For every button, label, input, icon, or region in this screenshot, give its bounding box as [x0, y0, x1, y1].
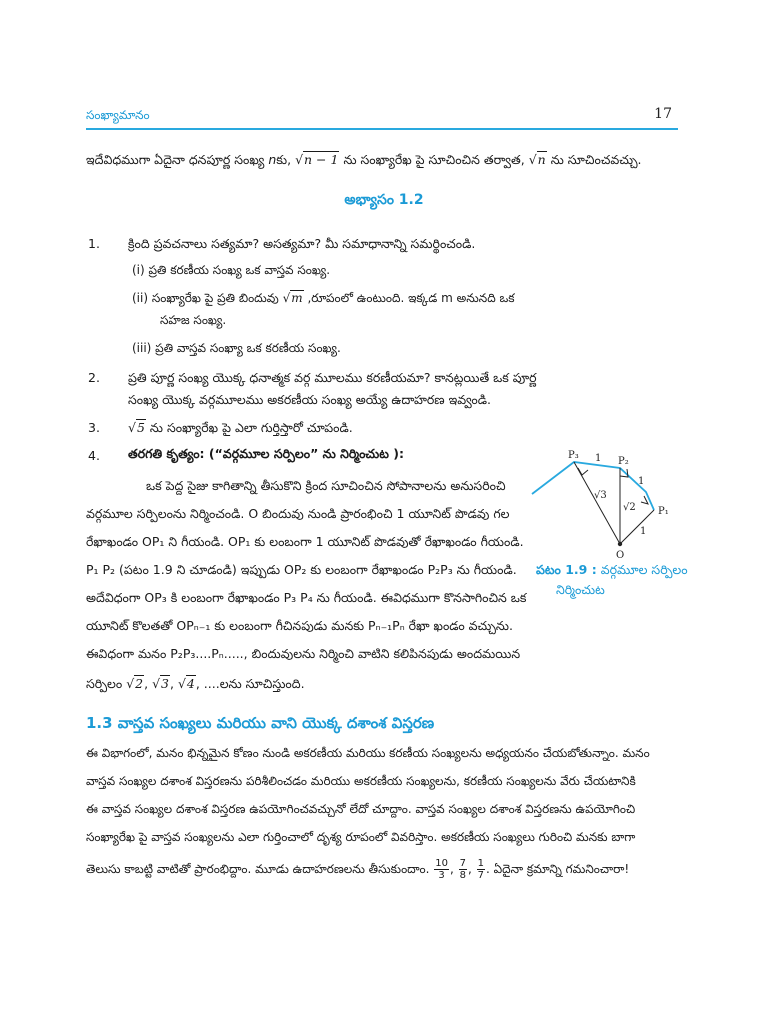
- section-line-5-text-a: తెలుసు కాబట్టి వాటితో ప్రారంభిద్దాం. మూడు ఉదాహరణలను తీసుకుందాం.: [86, 862, 434, 876]
- header-rule: [86, 128, 678, 130]
- figure-caption: [536, 560, 688, 600]
- q2-line-2: సంఖ్య యొక్క వర్గమూలము అకరణీయ సంఖ్య అయ్యే ఉదాహరణ ఇవ్వండి.: [128, 392, 491, 407]
- label-one-p2p1: 1: [638, 476, 645, 487]
- q1-ii-continued: సహజ సంఖ్య.: [160, 313, 227, 327]
- intro-text-2: కు,: [276, 152, 296, 167]
- fraction-1-7: [477, 858, 485, 881]
- intro-text-1: ఇదేవిధముగా ఏదైనా ధనపూర్ణ సంఖ్య: [86, 152, 269, 167]
- activity-line-4: P₁ P₂ (పటం 1.9 ని చూడండి) ఇప్పుడు OP₂ కు లంబంగా రేఖాఖండం P₂P₃ ను గీయండి.: [86, 562, 517, 577]
- section-line-3: ఈ వాస్తవ సంఖ్యల దశాంశ విస్తరణ ఉపయోగించవచ్చునో లేదో చూద్దాం. వాస్తవ సంఖ్యల దశాంశ విస్తరణను ఉపయోగించి: [86, 802, 636, 816]
- fraction-10-3: [434, 858, 449, 881]
- intro-text-3: ను సంఖ్యారేఖ పై సూచించిన తర్వాత,: [339, 152, 529, 167]
- sqrt-2-radicand: 2: [135, 676, 144, 691]
- sqrt-4: √4: [177, 676, 195, 691]
- sqrt-n-minus-1: √n − 1: [295, 152, 339, 167]
- section-line-4: సంఖ్యారేఖ పై వాస్తవ సంఖ్యలను ఎలా గుర్తించాలో దృశ్య రూపంలో వివరిస్తాం. అకరణీయ సంఖ్యలు గురించి మనకు బాగా: [86, 830, 636, 844]
- fraction-7-8-numerator: 7: [459, 858, 466, 869]
- activity-line-3: రేఖాఖండం OP₁ ని గీయండి. OP₁ కు లంబంగా 1 యూనిట్ పొడవుతో రేఖాఖండం గీయండి.: [86, 534, 524, 549]
- page-number: 17: [654, 106, 672, 122]
- q4-heading: తరగతి కృత్యం: (“వర్గమూల సర్పిలం” ను నిర్మించుట ):: [128, 446, 404, 461]
- label-o: O: [616, 550, 625, 560]
- q1-iii: (iii) ప్రతి వాస్తవ సంఖ్యా ఒక కరణీయ సంఖ్య.: [132, 341, 341, 355]
- exercise-title: అభ్యాసం 1.2: [344, 192, 424, 208]
- q1-i: (i) ప్రతి కరణీయ సంఖ్య ఒక వాస్తవ సంఖ్య.: [132, 263, 331, 277]
- activity-line-7: ఈవిధంగా మనం P₂P₃....Pₙ....., బిందువులను నిర్మించి వాటిని కలిపినపుడు అందమయిన: [86, 646, 521, 661]
- label-one-op1: 1: [640, 526, 647, 537]
- section-line-1: ఈ విభాగంలో, మనం భిన్నమైన కోణం నుండి అకరణీయ మరియు కరణీయ సంఖ్యలను అధ్యయనం చేయబోతున్నాం. మనం: [86, 746, 650, 760]
- activity-line-8-text-a: సర్పిలం: [86, 676, 127, 691]
- caption-text-2: నిర్మించుట: [556, 582, 605, 597]
- intro-line: [86, 150, 682, 170]
- activity-line-8-text-b: , ....లను సూచిస్తుంది.: [195, 676, 305, 691]
- activity-line-1: ఒక పెద్ద సైజు కాగితాన్ని తీసుకొని క్రింద సూచించిన సోపానాలను అనుసరించి: [146, 478, 506, 493]
- fraction-10-3-numerator: 10: [435, 858, 448, 869]
- sqrt-4-radicand: 4: [186, 676, 195, 691]
- activity-line-8: సర్పిలం √2, √3, √4, ....లను సూచిస్తుంది.: [86, 676, 305, 691]
- sqrt-5-radicand: 5: [136, 420, 145, 435]
- fraction-10-3-denominator: 3: [438, 870, 445, 881]
- label-p1: P₁: [658, 506, 669, 517]
- section-line-2: వాస్తవ సంఖ్యల దశాంశ విస్తరణను పరిశీలించడం మరియు అకరణీయ సంఖ్యలను, కరణీయ సంఖ్యలను వేరు చేయటానికి: [86, 774, 636, 788]
- section-line-5-text-b: . ఏదైనా క్రమాన్ని గమనించారా!: [485, 862, 630, 876]
- running-header: సంఖ్యామానం: [86, 108, 150, 122]
- caption-text: వర్గమూల సర్పిలం: [596, 562, 688, 577]
- intro-var-n: n: [268, 152, 277, 167]
- q1-text: క్రింది ప్రవచనాలు సత్యమా? అసత్యమా? మీ సమాధానాన్ని సమర్థించండి.: [128, 236, 476, 251]
- sqrt-3: √3: [152, 676, 169, 691]
- label-sqrt3: √3: [594, 490, 607, 501]
- section-heading: 1.3 వాస్తవ సంఖ్యలు మరియు వాని యొక్క దశాంశ విస్తరణ: [86, 714, 435, 732]
- fraction-7-8-denominator: 8: [459, 870, 466, 881]
- right-angle-mark-p1: [641, 496, 648, 504]
- sqrt-m: √m: [282, 291, 303, 305]
- square-root-spiral-figure: [528, 448, 688, 560]
- ray-op1: [620, 510, 654, 544]
- q1-ii-text-a: (ii) సంఖ్యారేఖ పై ప్రతి బిందువు: [132, 291, 283, 305]
- sqrt-n-radicand: n: [537, 152, 546, 167]
- label-p2: P₂: [618, 456, 629, 467]
- sqrt-2: √2: [126, 676, 144, 691]
- right-angle-mark-p3: [578, 468, 588, 475]
- q1-ii-text-b: ,రూపంలో ఉంటుంది. ఇక్కడ m అనునది ఒక: [303, 291, 515, 305]
- sqrt-n-minus-1-radicand: n − 1: [304, 152, 339, 167]
- q2-number: 2.: [88, 370, 100, 385]
- ray-op3: [574, 462, 620, 544]
- q2-line-1: ప్రతి పూర్ణ సంఖ్య యొక్క ధనాత్మక వర్గ మూలము కరణీయమా? కానట్లయితే ఒక పూర్ణ: [128, 370, 537, 385]
- caption-label: పటం 1.9 :: [536, 562, 597, 577]
- q4-number: 4.: [88, 448, 100, 463]
- q3-line: [128, 420, 353, 439]
- section-line-5: తెలుసు కాబట్టి వాటితో ప్రారంభిద్దాం. మూడు ఉదాహరణలను తీసుకుందాం. $\frac{10}{3}$ , $\frac{7}{8}$ , $\frac{1}{7}$ . ఏదైనా క్రమాన్ని గమనించారా!: [86, 858, 630, 881]
- activity-line-5: అదేవిధంగా OP₃ కి లంబంగా రేఖాఖండం P₃ P₄ ను గీయండి. ఈవిధముగా కొనసాగించిన ఒక: [86, 590, 527, 605]
- label-p3: P₃: [568, 450, 579, 461]
- activity-line-6: యూనిట్ కొలతతో OPₙ₋₁ కు లంబంగా గీచినపుడు మనకు Pₙ₋₁Pₙ రేఖా ఖండం వచ్చును.: [86, 618, 513, 633]
- fraction-7-8: [459, 858, 467, 881]
- origin-point: [618, 542, 622, 546]
- label-sqrt2: √2: [623, 502, 636, 513]
- q3-number: 3.: [88, 420, 100, 435]
- sqrt-3-radicand: 3: [161, 676, 169, 691]
- intro-text-4: ను సూచించవచ్చు.: [546, 152, 642, 167]
- sqrt-5: √5: [128, 420, 145, 435]
- q3-text: ను సంఖ్యారేఖ పై ఎలా గుర్తిస్తారో చూపండి.: [145, 420, 353, 435]
- q1-number: 1.: [88, 236, 100, 251]
- fraction-1-7-numerator: 1: [477, 858, 484, 869]
- activity-line-2: వర్గమూల సర్పిలంను నిర్మించండి. O బిందువు నుండి ప్రారంభించి 1 యూనిట్ పొడవు గల: [86, 506, 510, 521]
- q1-ii: [132, 291, 515, 308]
- sqrt-n: √n: [528, 152, 546, 167]
- fraction-1-7-denominator: 7: [477, 870, 484, 881]
- sqrt-m-radicand: m: [291, 291, 303, 305]
- label-one-p3p2: 1: [595, 453, 602, 464]
